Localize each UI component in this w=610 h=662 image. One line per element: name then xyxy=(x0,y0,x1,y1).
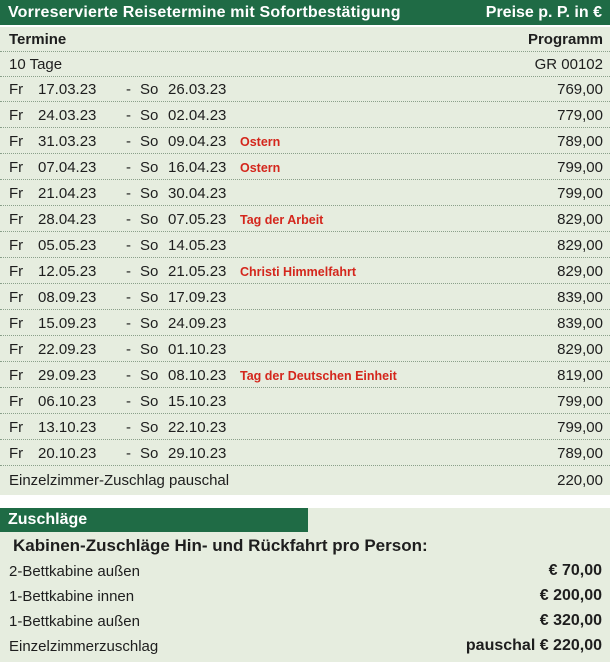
date-separator: - xyxy=(126,367,131,384)
end-weekday: So xyxy=(140,133,159,150)
single-room-surcharge-row xyxy=(0,468,610,493)
start-date: 05.05.23 xyxy=(38,237,97,254)
date-separator: - xyxy=(126,289,131,306)
holiday-note: Ostern xyxy=(240,161,281,175)
duration-label: 10 Tage xyxy=(9,56,63,73)
program-row xyxy=(0,52,610,77)
program-code: GR 00102 xyxy=(534,56,603,73)
start-date: 21.04.23 xyxy=(38,185,97,202)
zuschlaege-panel xyxy=(0,508,610,662)
end-date: 14.05.23 xyxy=(168,237,227,254)
start-weekday: Fr xyxy=(9,107,24,124)
price: 819,00 xyxy=(557,367,603,384)
col-header-programm: Programm xyxy=(527,31,603,48)
start-weekday: Fr xyxy=(9,237,24,254)
start-date: 17.03.23 xyxy=(38,81,97,98)
surcharge-item-price: € 200,00 xyxy=(539,587,602,604)
zuschlaege-title: Zuschläge xyxy=(8,511,88,528)
surcharge-item-price: € 70,00 xyxy=(548,562,602,579)
end-weekday: So xyxy=(140,263,159,280)
date-row xyxy=(0,259,610,284)
end-weekday: So xyxy=(140,159,159,176)
surcharge-price: 220,00 xyxy=(557,472,603,489)
end-weekday: So xyxy=(140,393,159,410)
start-weekday: Fr xyxy=(9,289,24,306)
date-separator: - xyxy=(126,107,131,124)
holiday-note: Christi Himmelfahrt xyxy=(240,265,356,279)
column-header-row xyxy=(0,27,610,52)
price: 839,00 xyxy=(557,289,603,306)
price: 769,00 xyxy=(557,81,603,98)
start-date: 08.09.23 xyxy=(38,289,97,306)
end-date: 01.10.23 xyxy=(168,341,227,358)
price: 789,00 xyxy=(557,445,603,462)
date-row xyxy=(0,233,610,258)
end-date: 26.03.23 xyxy=(168,81,227,98)
date-separator: - xyxy=(126,211,131,228)
end-weekday: So xyxy=(140,237,159,254)
date-separator: - xyxy=(126,315,131,332)
date-row xyxy=(0,155,610,180)
end-weekday: So xyxy=(140,211,159,228)
end-date: 17.09.23 xyxy=(168,289,227,306)
cabin-surcharge-heading-line xyxy=(0,534,610,558)
start-date: 13.10.23 xyxy=(38,419,97,436)
date-row xyxy=(0,363,610,388)
surcharge-item-price: pauschal € 220,00 xyxy=(465,637,602,654)
end-weekday: So xyxy=(140,367,159,384)
start-weekday: Fr xyxy=(9,133,24,150)
end-date: 09.04.23 xyxy=(168,133,227,150)
date-row xyxy=(0,389,610,414)
date-row xyxy=(0,181,610,206)
surcharge-item xyxy=(0,560,610,584)
surcharge-item-label: Einzelzimmerzuschlag xyxy=(9,638,159,655)
price: 829,00 xyxy=(557,341,603,358)
start-weekday: Fr xyxy=(9,211,24,228)
price: 789,00 xyxy=(557,133,603,150)
date-row xyxy=(0,441,610,466)
price: 779,00 xyxy=(557,107,603,124)
surcharge-item xyxy=(0,635,610,659)
end-weekday: So xyxy=(140,419,159,436)
price: 799,00 xyxy=(557,419,603,436)
date-separator: - xyxy=(126,81,131,98)
price: 799,00 xyxy=(557,185,603,202)
surcharge-item-label: 2-Bettkabine außen xyxy=(9,563,140,580)
end-date: 07.05.23 xyxy=(168,211,227,228)
price: 839,00 xyxy=(557,315,603,332)
date-row xyxy=(0,103,610,128)
start-weekday: Fr xyxy=(9,419,24,436)
start-weekday: Fr xyxy=(9,341,24,358)
holiday-note: Tag der Deutschen Einheit xyxy=(240,369,397,383)
date-row xyxy=(0,77,610,102)
price: 829,00 xyxy=(557,237,603,254)
end-date: 30.04.23 xyxy=(168,185,227,202)
date-row xyxy=(0,337,610,362)
date-separator: - xyxy=(126,185,131,202)
surcharge-item-price: € 320,00 xyxy=(539,612,602,629)
end-weekday: So xyxy=(140,81,159,98)
start-weekday: Fr xyxy=(9,393,24,410)
date-separator: - xyxy=(126,341,131,358)
start-weekday: Fr xyxy=(9,445,24,462)
start-weekday: Fr xyxy=(9,159,24,176)
price: 829,00 xyxy=(557,211,603,228)
price: 799,00 xyxy=(557,393,603,410)
start-weekday: Fr xyxy=(9,367,24,384)
date-row xyxy=(0,311,610,336)
date-row xyxy=(0,285,610,310)
start-date: 15.09.23 xyxy=(38,315,97,332)
end-date: 16.04.23 xyxy=(168,159,227,176)
col-header-termine: Termine xyxy=(9,31,67,48)
end-date: 22.10.23 xyxy=(168,419,227,436)
start-date: 24.03.23 xyxy=(38,107,97,124)
table-header-bar xyxy=(0,0,610,27)
start-weekday: Fr xyxy=(9,315,24,332)
price: 829,00 xyxy=(557,263,603,280)
date-row xyxy=(0,207,610,232)
date-separator: - xyxy=(126,393,131,410)
date-row xyxy=(0,415,610,440)
end-weekday: So xyxy=(140,315,159,332)
date-separator: - xyxy=(126,133,131,150)
surcharge-item-label: 1-Bettkabine außen xyxy=(9,613,140,630)
surcharge-label: Einzelzimmer-Zuschlag pauschal xyxy=(9,472,230,489)
date-separator: - xyxy=(126,445,131,462)
start-weekday: Fr xyxy=(9,185,24,202)
end-date: 21.05.23 xyxy=(168,263,227,280)
start-weekday: Fr xyxy=(9,263,24,280)
zuschlaege-header-bar xyxy=(0,508,308,532)
surcharge-item-label: 1-Bettkabine innen xyxy=(9,588,135,605)
holiday-note: Ostern xyxy=(240,135,281,149)
start-date: 07.04.23 xyxy=(38,159,97,176)
end-date: 08.10.23 xyxy=(168,367,227,384)
date-separator: - xyxy=(126,159,131,176)
end-weekday: So xyxy=(140,107,159,124)
start-date: 12.05.23 xyxy=(38,263,97,280)
start-date: 06.10.23 xyxy=(38,393,97,410)
start-date: 28.04.23 xyxy=(38,211,97,228)
end-weekday: So xyxy=(140,445,159,462)
end-date: 02.04.23 xyxy=(168,107,227,124)
end-date: 15.10.23 xyxy=(168,393,227,410)
start-date: 31.03.23 xyxy=(38,133,97,150)
end-weekday: So xyxy=(140,341,159,358)
end-date: 29.10.23 xyxy=(168,445,227,462)
surcharge-item xyxy=(0,585,610,609)
end-weekday: So xyxy=(140,185,159,202)
table-title: Vorreservierte Reisetermine mit Sofortbestätigung xyxy=(8,4,401,21)
start-weekday: Fr xyxy=(9,81,24,98)
cabin-surcharge-heading: Kabinen-Zuschläge Hin- und Rückfahrt pro Person: xyxy=(13,536,428,555)
start-date: 20.10.23 xyxy=(38,445,97,462)
start-date: 22.09.23 xyxy=(38,341,97,358)
date-separator: - xyxy=(126,263,131,280)
end-date: 24.09.23 xyxy=(168,315,227,332)
price: 799,00 xyxy=(557,159,603,176)
date-separator: - xyxy=(126,237,131,254)
price-unit-label: Preise p. P. in € xyxy=(485,4,602,21)
date-separator: - xyxy=(126,419,131,436)
holiday-note: Tag der Arbeit xyxy=(240,213,324,227)
start-date: 29.09.23 xyxy=(38,367,97,384)
date-row xyxy=(0,129,610,154)
end-weekday: So xyxy=(140,289,159,306)
surcharge-item xyxy=(0,610,610,634)
